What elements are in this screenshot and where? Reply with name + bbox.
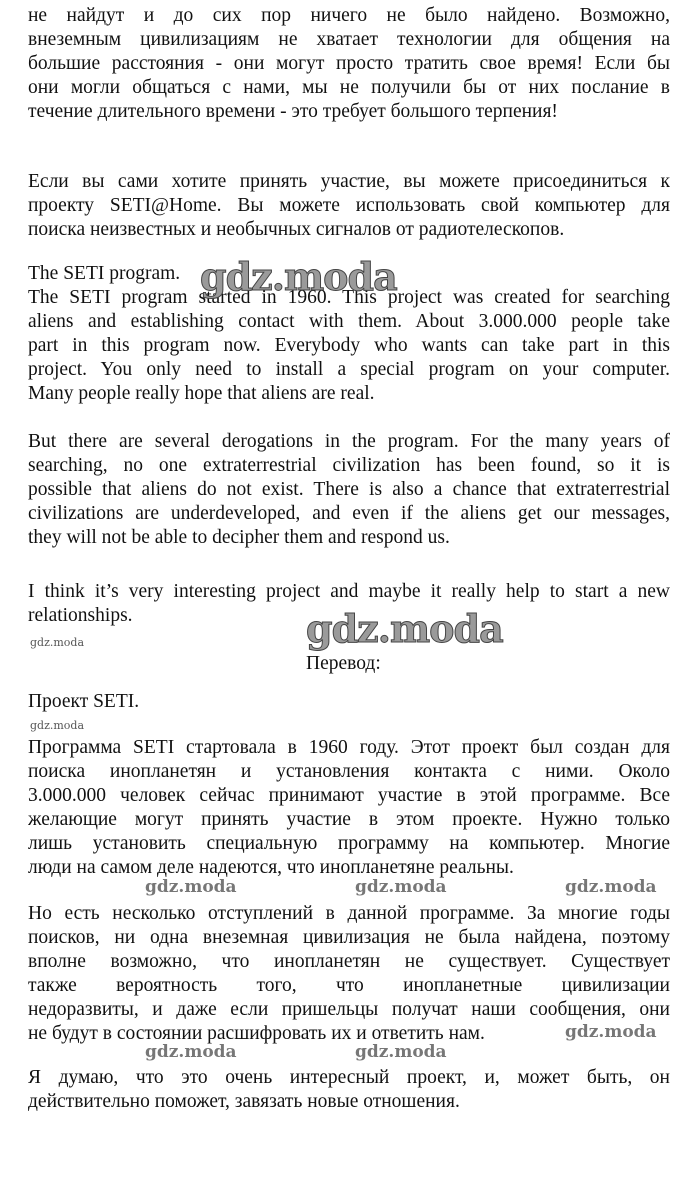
text-line: project. You only need to install a special program on your computer.: [28, 359, 670, 380]
english-title: The SETI program.: [28, 263, 181, 284]
text-line: действительно поможет, завязать новые отношения.: [28, 1091, 460, 1112]
paragraph: [28, 1066, 670, 1114]
text-line: не будут в состоянии расшифровать их и ответить нам.: [28, 1023, 485, 1044]
text-line: желающие могут принять участие в этом проекте. Нужно только: [28, 809, 670, 830]
text-line: part in this program now. Everybody who wants can take part in this: [28, 335, 670, 356]
text-line: люди на самом деле надеются, что инопланетяне реальны.: [28, 857, 514, 878]
text-line: поисков, ни одна внеземная цивилизация не была найдена, поэтому: [28, 927, 670, 948]
text-line: But there are several derogations in the program. For the many years of: [28, 431, 670, 452]
text-line: searching, no one extraterrestrial civilization has been found, so it is: [28, 455, 670, 476]
text-line: I think it’s very interesting project and maybe it really help to start a new: [28, 581, 670, 602]
text-line: внеземным цивилизациям не хватает технологии для общения на: [28, 29, 670, 50]
paragraph: [28, 430, 670, 550]
paragraph: [28, 4, 670, 124]
text-line: проекту SETI@Home. Вы можете использовать свой компьютер для: [28, 195, 670, 216]
russian-title: Проект SETI.: [28, 691, 140, 712]
text-line: they will not be able to decipher them and respond us.: [28, 527, 450, 548]
text-line: лишь установить специальную программу на компьютер. Многие: [28, 833, 670, 854]
text-line: relationships.: [28, 605, 133, 626]
watermark-small: gdz.moda: [565, 877, 657, 897]
watermark-small: gdz.moda: [355, 1042, 447, 1062]
text-line: поиска инопланетян и установления контакта с ними. Около: [28, 761, 670, 782]
paragraph: [28, 170, 670, 242]
text-line: Если вы сами хотите принять участие, вы можете присоединиться к: [28, 171, 670, 192]
text-line: вполне возможно, что инопланетян не существует. Существует: [28, 951, 670, 972]
paragraph: [28, 736, 670, 880]
watermark-small: gdz.moda: [355, 877, 447, 897]
text-line: также вероятность того, что инопланетные цивилизации: [28, 975, 670, 996]
text-line: не найдут и до сих пор ничего не было найдено. Возможно,: [28, 5, 670, 26]
watermark-small: gdz.moda: [30, 636, 85, 649]
text-line: Но есть несколько отступлений в данной программе. За многие годы: [28, 903, 670, 924]
text-line: недоразвиты, и даже если пришельцы получат наши сообщения, они: [28, 999, 670, 1020]
text-line: течение длительного времени - это требует большого терпения!: [28, 101, 558, 122]
translation-label: Перевод:: [306, 653, 381, 674]
watermark-logo: gdz.moda: [200, 254, 397, 299]
text-line: Many people really hope that aliens are real.: [28, 383, 375, 404]
text-line: aliens and establishing contact with them. About 3.000.000 people take: [28, 311, 670, 332]
text-line: 3.000.000 человек сейчас принимают участие в этой программе. Все: [28, 785, 670, 806]
watermark-small: gdz.moda: [145, 877, 237, 897]
text-line: Я думаю, что это очень интересный проект, и, может быть, он: [28, 1067, 670, 1088]
text-line: The SETI program started in 1960. This project was created for searching: [28, 287, 670, 308]
text-line: они могли общаться с нами, мы не получили бы от них послание в: [28, 77, 670, 98]
watermark-logo: gdz.moda: [306, 606, 503, 651]
watermark-small: gdz.moda: [145, 1042, 237, 1062]
text-line: Программа SETI стартовала в 1960 году. Этот проект был создан для: [28, 737, 670, 758]
text-line: поиска неизвестных и необычных сигналов от радиотелескопов.: [28, 219, 565, 240]
watermark-small: gdz.moda: [30, 719, 85, 732]
watermark-small: gdz.moda: [565, 1022, 657, 1042]
text-line: большие расстояния - они могут просто тратить свое время! Если бы: [28, 53, 670, 74]
text-line: possible that aliens do not exist. There is also a chance that extraterrestrial: [28, 479, 670, 500]
paragraph: [28, 286, 670, 406]
text-line: civilizations are underdeveloped, and even if the aliens get our messages,: [28, 503, 670, 524]
